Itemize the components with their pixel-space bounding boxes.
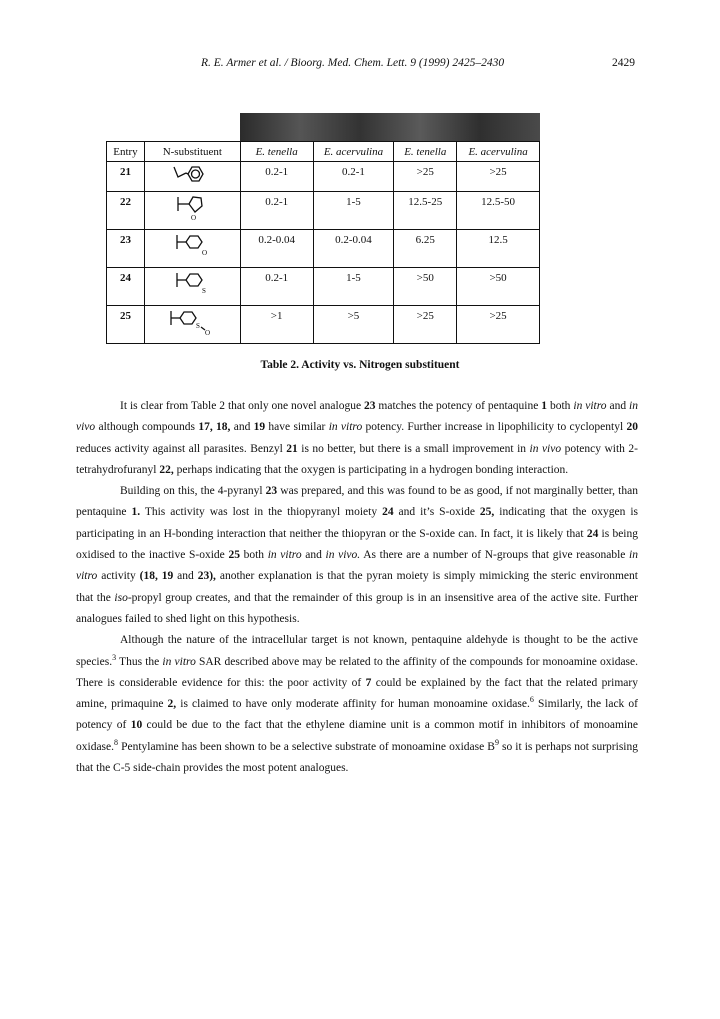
e-tenella-in-vivo-cell: >25: [394, 306, 457, 344]
atom-oxygen-label: O: [191, 214, 197, 222]
paragraph: Building on this, the 4-pyranyl 23 was prepared, and this was found to be as good, if not marginally better, than pentaquine 1. This activity was lost in the thiopyranyl moiety 24 and it’s S-oxide 25, indicating that the oxygen is participating in an H-bonding interaction that neither the thiopyran or the S-oxide can. In fact, it is likely that 24 is being oxidised to the inactive S-oxide 25 both in vitro and in vivo. As there are a number of N-groups that give reasonable in vitro activity (18, 19 and 23), another explanation is that the pyran moiety is simply mimicking the steric environment that the iso-propyl group creates, and that the remainder of this group is in an insensitive area of the active site. Further analogues failed to shed light on this hypothesis.: [76, 485, 639, 625]
thiopyranyl-icon: [162, 269, 222, 299]
table-header-row: [107, 142, 540, 162]
e-acervulina-in-vivo-cell: >50: [457, 268, 540, 306]
table-row: [107, 306, 540, 344]
e-tenella-in-vivo-cell: >25: [394, 162, 457, 192]
table-row: [107, 230, 540, 268]
col-header-e-tenella-2: E. tenella: [394, 142, 457, 162]
table-caption: Table 2. Activity vs. Nitrogen substituent: [260, 359, 460, 371]
benzyl-icon: [162, 163, 222, 185]
e-acervulina-in-vitro-cell: 1-5: [313, 192, 394, 230]
entry-cell: 21: [107, 162, 145, 192]
e-acervulina-in-vivo-cell: >25: [457, 306, 540, 344]
e-acervulina-in-vivo-cell: 12.5: [457, 230, 540, 268]
e-tenella-in-vivo-cell: 12.5-25: [394, 192, 457, 230]
paragraph: It is clear from Table 2 that only one novel analogue 23 matches the potency of pentaquine 1 both in vitro and in vivo although compounds 17, 18, and 19 have similar in vitro potency. Further increase in lipophilicity to cyclopentyl 20 reduces activity against all parasites. Benzyl 21 is no better, but there is a small improvement in in vivo potency with 2-tetrahydrofuranyl 22, perhaps indicating that the oxygen is participating in a hydrogen bonding interaction.: [76, 400, 638, 476]
structure-cell: [144, 192, 240, 230]
journal-citation: R. E. Armer et al. / Bioorg. Med. Chem. Lett. 9 (1999) 2425–2430: [201, 57, 505, 69]
structure-cell: [144, 162, 240, 192]
col-header-e-tenella-1: E. tenella: [240, 142, 313, 162]
e-acervulina-in-vitro-cell: 0.2-1: [313, 162, 394, 192]
entry-cell: 22: [107, 192, 145, 230]
e-acervulina-in-vitro-cell: 1-5: [313, 268, 394, 306]
col-header-n-substituent: N-substituent: [144, 142, 240, 162]
activity-table: [106, 141, 540, 344]
e-acervulina-in-vitro-cell: >5: [313, 306, 394, 344]
col-header-entry: Entry: [107, 142, 145, 162]
atom-sulfur-label: S: [196, 322, 201, 330]
structure-cell: [144, 230, 240, 268]
table-row: [107, 268, 540, 306]
col-header-e-acervulina-1: E. acervulina: [313, 142, 394, 162]
page-number: 2429: [612, 57, 635, 69]
atom-oxygen-label: O: [205, 329, 211, 337]
e-tenella-in-vitro-cell: 0.2-1: [240, 162, 313, 192]
e-tenella-in-vitro-cell: 0.2-0.04: [240, 230, 313, 268]
e-tenella-in-vitro-cell: 0.2-1: [240, 192, 313, 230]
table-row: [107, 162, 540, 192]
table-header-band: [240, 113, 540, 141]
e-acervulina-in-vitro-cell: 0.2-0.04: [313, 230, 394, 268]
e-tenella-in-vitro-cell: 0.2-1: [240, 268, 313, 306]
pyranyl-icon: [162, 231, 222, 261]
structure-cell: [144, 306, 240, 344]
atom-oxygen-label: O: [202, 249, 208, 257]
e-tenella-in-vitro-cell: >1: [240, 306, 313, 344]
table-row: [107, 192, 540, 230]
tetrahydrofuranyl-icon: [162, 193, 222, 223]
entry-cell: 24: [107, 268, 145, 306]
body-text: [76, 396, 638, 779]
entry-cell: 23: [107, 230, 145, 268]
col-header-e-acervulina-2: E. acervulina: [457, 142, 540, 162]
e-acervulina-in-vivo-cell: >25: [457, 162, 540, 192]
entry-cell: 25: [107, 306, 145, 344]
thiopyranyl-s-oxide-icon: [157, 307, 227, 337]
structure-cell: [144, 268, 240, 306]
atom-sulfur-label: S: [202, 287, 207, 295]
paragraph: Although the nature of the intracellular target is not known, pentaquine aldehyde is thought to be the active species.$^3$ Thus the in vitro SAR described above may be related to the affinity of the compounds for monoamine oxidase. There is considerable evidence for this: the poor activity of 7 could be explained by the fact that the related primary amine, primaquine 2, is claimed to have only moderate affinity for human monoamine oxidase.$^6$ Similarly, the lack of potency of 10 could be due to the fact that the ethylene diamine unit is a common motif in inhibitors of monoamine oxidase.$^8$ Pentylamine has been shown to be a selective substrate of monoamine oxidase $B^9$ so it is perhaps not surprising that the C-5 side-chain provides the most potent analogues.: [76, 634, 639, 775]
e-tenella-in-vivo-cell: 6.25: [394, 230, 457, 268]
e-acervulina-in-vivo-cell: 12.5-50: [457, 192, 540, 230]
e-tenella-in-vivo-cell: >50: [394, 268, 457, 306]
